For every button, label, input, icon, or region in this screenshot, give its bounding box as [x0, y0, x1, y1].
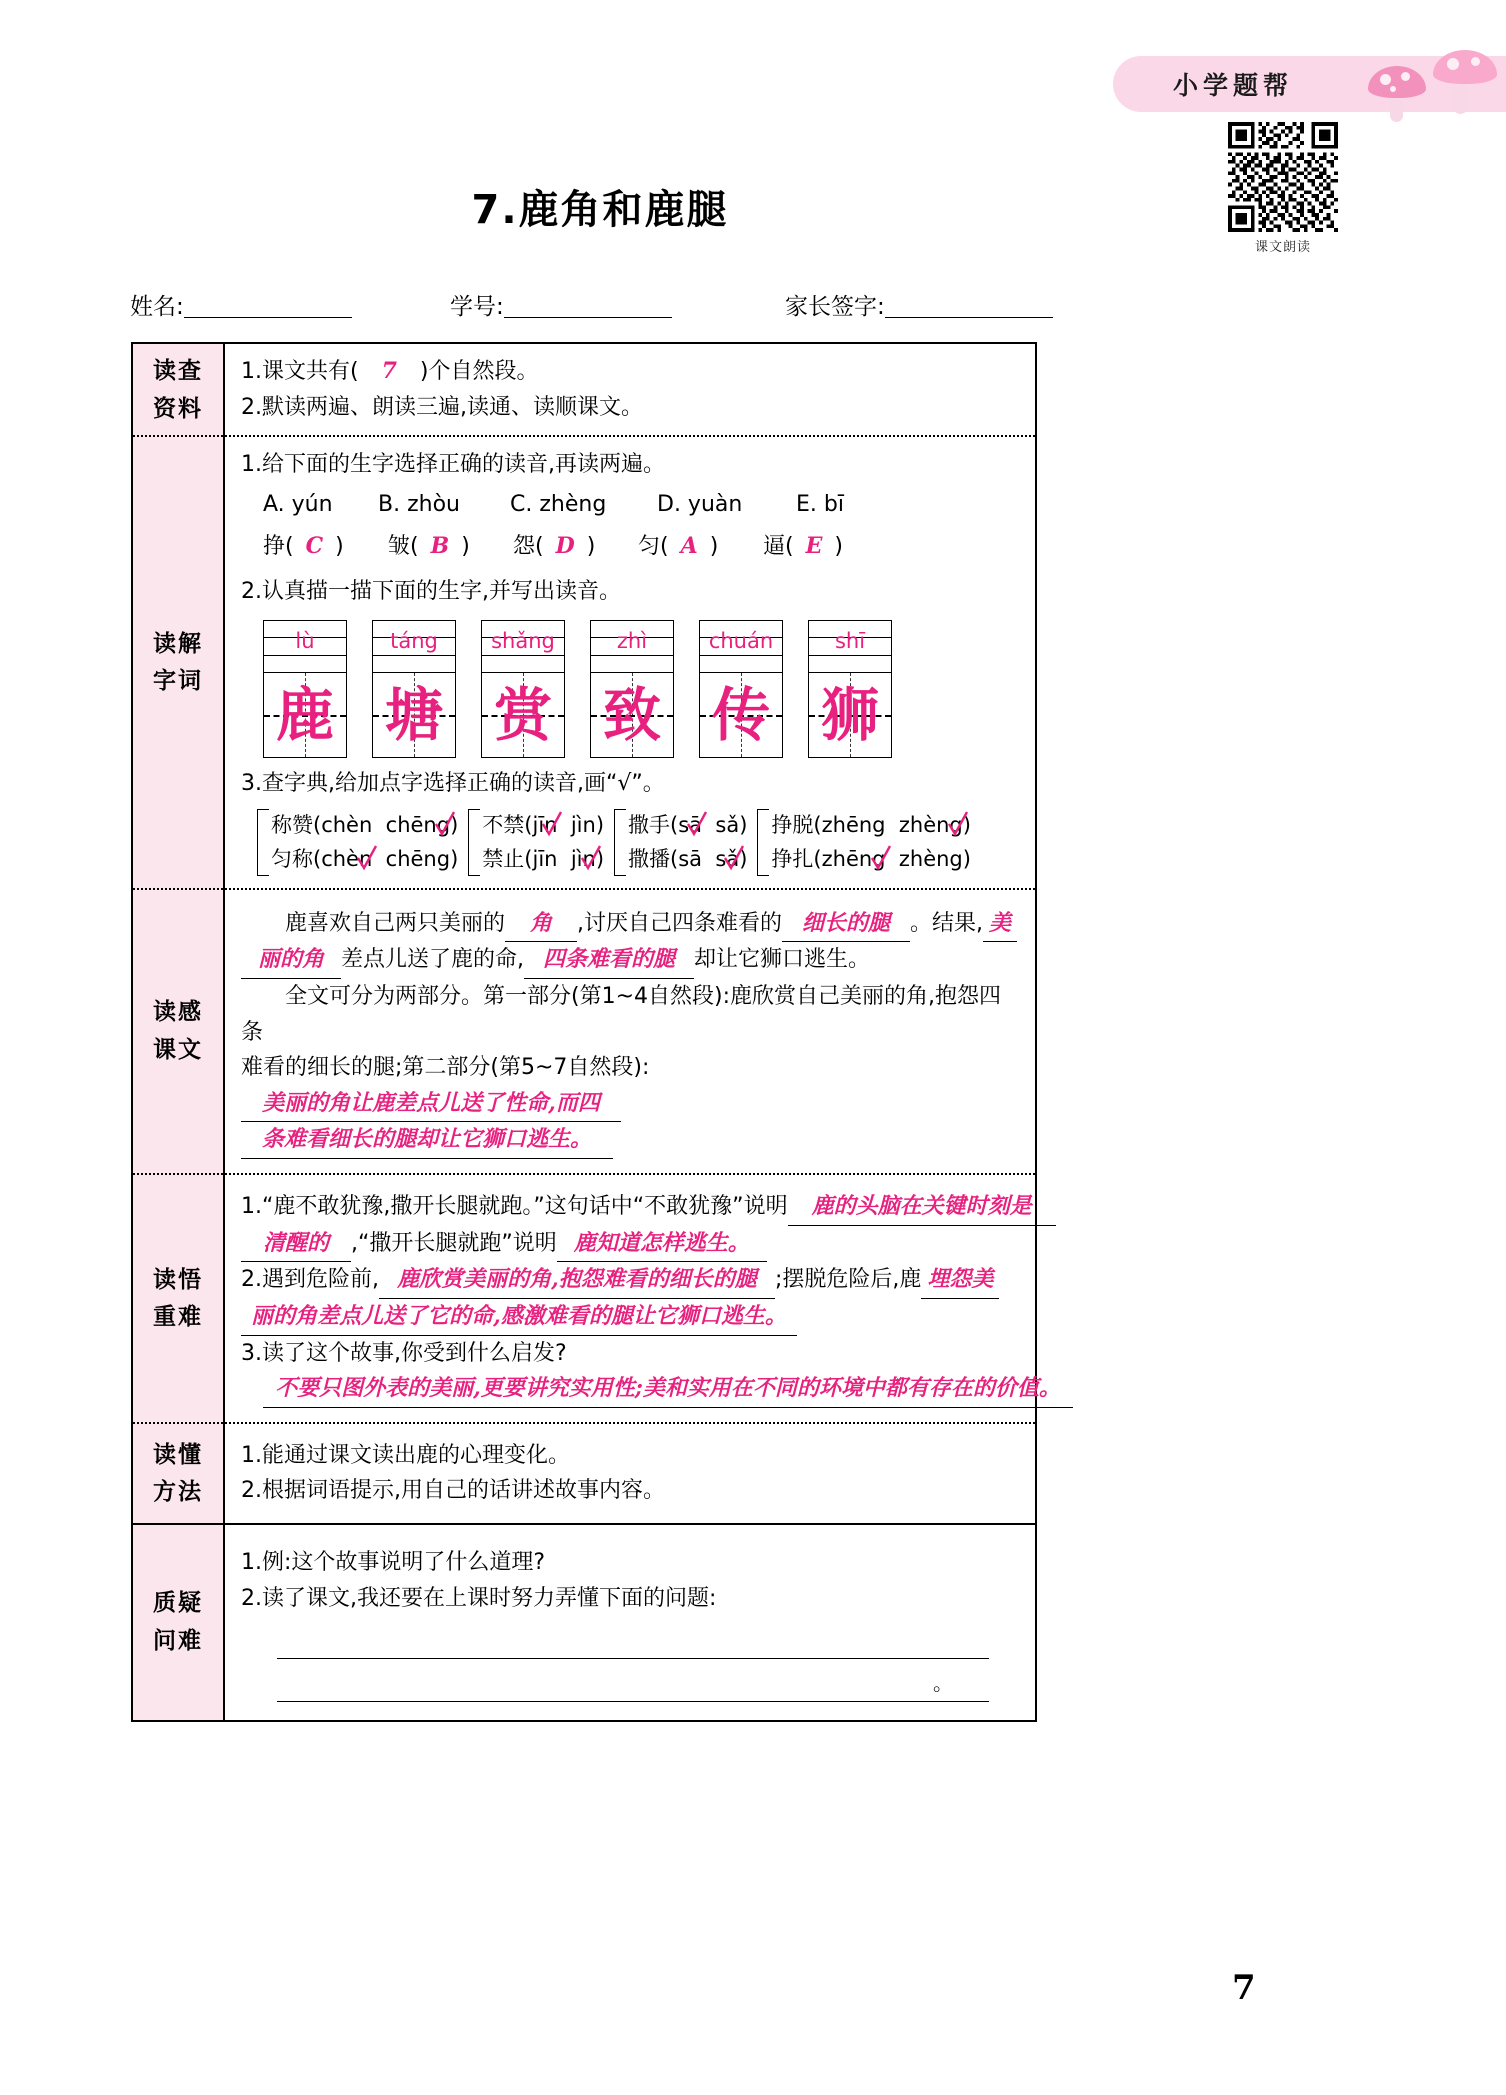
brace-icon — [614, 809, 626, 875]
character-grid — [264, 673, 346, 757]
character-grid — [809, 673, 891, 757]
page-number: 7 — [1232, 1968, 1256, 2008]
section-label-read-method: 读懂 方法 — [133, 1424, 225, 1525]
pinyin-text: shǎng — [491, 628, 555, 653]
pinyin-text: zhì — [616, 628, 648, 653]
badge-label: 小学题帮 — [1173, 71, 1294, 100]
answer-item-3: 怨( D ) — [513, 532, 596, 559]
dict-lines — [482, 809, 604, 875]
option-c: C. zhèng — [510, 491, 607, 517]
s4-blank-4b[interactable]: 丽的角差点儿送了它的命,感激难看的腿让它狮口逃生。 — [241, 1299, 797, 1336]
s3-blank-2[interactable]: 细长的腿 — [782, 906, 910, 943]
s4-blank-1b[interactable]: 清醒的 — [241, 1226, 351, 1263]
character-grid — [373, 673, 455, 757]
s6-item-1: 1.例:这个故事说明了什么道理? — [241, 1550, 546, 1576]
character-text: 鹿 — [275, 680, 334, 749]
brand-badge — [1113, 56, 1506, 118]
s1-item-2: 2.默读两遍、朗读三遍,读通、读顺课文。 — [241, 394, 643, 420]
section-content-read-insight — [225, 1175, 1089, 1424]
character-text: 塘 — [384, 680, 443, 749]
dict-line-1: 撒手(sā sǎ) — [628, 813, 748, 838]
s3-blank-5a[interactable]: 美丽的角让鹿差点儿送了性命,而四 — [241, 1086, 621, 1123]
pinyin-grid — [591, 621, 673, 673]
dict-line-2: 禁止(jīn jìn ) — [482, 846, 605, 871]
tracing-box[interactable] — [808, 620, 892, 758]
student-id-label: 学号: — [450, 294, 504, 320]
s3-paragraph-2-line-3 — [241, 1122, 1019, 1159]
dict-group — [468, 809, 604, 875]
student-id-input[interactable] — [504, 294, 672, 318]
section-content-question-doubt — [225, 1525, 1035, 1720]
character-grid — [482, 673, 564, 757]
pinyin-text: shī — [834, 628, 866, 653]
s4-q1-line-2: 清醒的 ,“撒开长腿就跑”说明 鹿知道怎样逃生。 — [241, 1226, 1073, 1263]
s4-blank-5[interactable]: 不要只图外表的美丽,更要讲究实用性;美和实用在不同的环境中都有存在的价值。 — [263, 1371, 1073, 1408]
section-read-vocab — [133, 437, 1035, 889]
dict-group — [257, 809, 458, 875]
s2-q1-options — [263, 487, 1019, 523]
tracing-box[interactable] — [263, 620, 347, 758]
section-content-read-vocab — [225, 437, 1035, 889]
s3-blank-4[interactable]: 四条难看的腿 — [524, 942, 694, 979]
s3-blank-3b[interactable]: 丽的角 — [241, 942, 341, 979]
s4-q2-line-2 — [241, 1299, 1073, 1336]
option-b: B. zhòu — [378, 491, 460, 517]
dict-line-1: 挣脱(zhēng zhèng ) — [771, 813, 971, 838]
option-d: D. yuàn — [657, 491, 743, 517]
s4-blank-4a[interactable]: 埋怨美 — [921, 1262, 999, 1299]
dict-choice-checked[interactable]: jīn — [532, 813, 558, 838]
section-question-doubt — [133, 1525, 1035, 1720]
character-grid — [700, 673, 782, 757]
section-label-read-insight: 读悟 重难 — [133, 1175, 225, 1424]
dictionary-groups — [257, 809, 1019, 875]
s5-item-2: 2.根据词语提示,用自己的话讲述故事内容。 — [241, 1478, 665, 1504]
name-input[interactable] — [184, 294, 352, 318]
section-read-method — [133, 1424, 1035, 1525]
option-a: A. yún — [263, 491, 333, 517]
section-content-read-method — [225, 1424, 1035, 1525]
section-label-read-vocab: 读解 字词 — [133, 437, 225, 889]
section-label-read-comprehend: 读感 课文 — [133, 890, 225, 1175]
section-read-insight — [133, 1175, 1061, 1424]
s2-q2-title: 2.认真描一描下面的生字,并写出读音。 — [241, 579, 621, 605]
character-text: 致 — [602, 680, 661, 749]
dict-lines — [628, 809, 747, 875]
section-read-comprehend — [133, 890, 1035, 1175]
answer-item-1: 挣( C ) — [263, 532, 344, 559]
parent-sign-label: 家长签字: — [785, 294, 885, 320]
dict-group — [614, 809, 747, 875]
dict-choice-checked[interactable]: jìn — [570, 846, 596, 871]
dict-line-2: 匀称(chèn chēng) — [271, 846, 459, 871]
pinyin-grid — [700, 621, 782, 673]
answer-item-2: 皱( B ) — [388, 532, 470, 559]
s6-end-mark: 。 — [933, 1670, 953, 1695]
pinyin-grid — [264, 621, 346, 673]
qr-caption: 课文朗读 — [1254, 240, 1311, 255]
section-content-read-comprehend — [225, 890, 1035, 1175]
s3-paragraph-2-line-2: 难看的细长的腿;第二部分(第5~7自然段):美丽的角让鹿差点儿送了性命,而四 — [241, 1050, 1019, 1122]
dict-line-1: 称赞(chèn chēng ) — [271, 813, 459, 838]
dict-choice-checked[interactable]: sǎ — [715, 846, 740, 871]
character-text: 赏 — [493, 680, 552, 749]
brace-icon — [468, 809, 480, 875]
s6-answer-line-1[interactable] — [277, 1622, 989, 1659]
s4-blank-1a[interactable]: 鹿的头脑在关键时刻是 — [788, 1189, 1056, 1226]
qr-code[interactable] — [1228, 122, 1338, 232]
dict-group — [757, 809, 971, 875]
pinyin-text: chuán — [708, 628, 774, 653]
name-label: 姓名: — [130, 294, 184, 320]
s3-blank-5b[interactable]: 条难看细长的腿却让它狮口逃生。 — [241, 1122, 613, 1159]
s4-q1-line-1: 1.“鹿不敢犹豫,撒开长腿就跑。”这句话中“不敢犹豫”说明 鹿的头脑在关键时刻是 — [241, 1189, 1073, 1226]
qr-code-svg — [1228, 122, 1338, 232]
student-info-row — [130, 288, 1090, 324]
s6-answer-line-2[interactable] — [277, 1665, 989, 1702]
s4-blank-3[interactable]: 鹿欣赏美丽的角,抱怨难看的细长的腿 — [379, 1262, 775, 1299]
name-field-group — [130, 288, 352, 321]
section-read-research — [133, 344, 1035, 437]
student-id-field-group — [450, 288, 672, 321]
pinyin-text: táng — [390, 628, 438, 653]
dict-choice-checked[interactable]: sā — [678, 813, 703, 838]
character-grid — [591, 673, 673, 757]
s5-item-1: 1.能通过课文读出鹿的心理变化。 — [241, 1442, 570, 1468]
s3-paragraph-1-line-1: 鹿喜欢自己两只美丽的 角 ,讨厌自己四条难看的 细长的腿 。结果, 美 — [241, 906, 1019, 943]
pinyin-grid — [373, 621, 455, 673]
worksheet-table — [131, 342, 1061, 1722]
page-title: 7.鹿角和鹿腿 — [471, 187, 729, 233]
answer-item-4: 匀( A ) — [638, 532, 719, 559]
pinyin-text: lù — [295, 628, 315, 653]
tracing-box-row — [263, 620, 1019, 758]
dict-line-2: 挣扎(zhēng zhèng) — [771, 846, 971, 871]
dict-lines — [771, 809, 971, 875]
s3-paragraph-2-line-1: 全文可分为两部分。第一部分(第1~4自然段):鹿欣赏自己美丽的角,抱怨四条 — [241, 983, 1002, 1045]
answer-item-5: 逼( E ) — [763, 532, 843, 559]
pinyin-grid — [809, 621, 891, 673]
section-label-read-research: 读查 资料 — [133, 344, 225, 437]
s3-blank-1[interactable]: 角 — [505, 906, 577, 943]
dict-choice-checked[interactable]: zhèng — [898, 813, 963, 838]
tracing-box[interactable] — [699, 620, 783, 758]
tracing-box[interactable] — [590, 620, 674, 758]
brace-icon — [757, 809, 769, 875]
parent-sign-field-group — [785, 288, 1053, 321]
dict-lines — [271, 809, 458, 875]
dict-choice-checked[interactable]: zhēng — [821, 846, 886, 871]
section-content-read-research — [225, 344, 1035, 437]
s2-q1-answers — [263, 529, 1019, 565]
brace-icon — [257, 809, 269, 875]
s4-q3-line-1: 3.读了这个故事,你受到什么启发? — [241, 1340, 567, 1366]
s1-answer-paragraph-count: 7 — [381, 358, 397, 384]
section-label-question-doubt: 质疑 问难 — [133, 1525, 225, 1720]
option-e: E. bī — [796, 491, 844, 517]
pinyin-grid — [482, 621, 564, 673]
character-text: 狮 — [820, 680, 879, 749]
dict-choice-checked[interactable]: chèn — [321, 846, 373, 871]
s1-item-1: 1.课文共有( 7 )个自然段。 — [241, 358, 539, 384]
character-text: 传 — [711, 680, 770, 749]
s4-q2-line-1: 2.遇到危险前, 鹿欣赏美丽的角,抱怨难看的细长的腿 ;摆脱危险后,鹿 埋怨美 — [241, 1262, 1073, 1299]
s6-item-2: 2.读了课文,我还要在上课时努力弄懂下面的问题: — [241, 1585, 717, 1611]
s2-q3-title: 3.查字典,给加点字选择正确的读音,画“√”。 — [241, 770, 665, 796]
s3-blank-3a[interactable]: 美 — [983, 906, 1017, 943]
s4-q3-line-2 — [241, 1371, 1073, 1408]
parent-sign-input[interactable] — [885, 294, 1053, 318]
s4-blank-2[interactable]: 鹿知道怎样逃生。 — [557, 1226, 767, 1263]
s3-paragraph-1-line-2: 丽的角 差点儿送了鹿的命, 四条难看的腿 却让它狮口逃生。 — [241, 942, 1019, 979]
dict-line-2: 撒播(sā sǎ ) — [628, 846, 748, 871]
dict-line-1: 不禁(jīn jìn) — [482, 813, 605, 838]
dict-choice-checked[interactable]: chēng — [385, 813, 451, 838]
tracing-box[interactable] — [481, 620, 565, 758]
s2-q1-title: 1.给下面的生字选择正确的读音,再读两遍。 — [241, 452, 665, 478]
tracing-box[interactable] — [372, 620, 456, 758]
